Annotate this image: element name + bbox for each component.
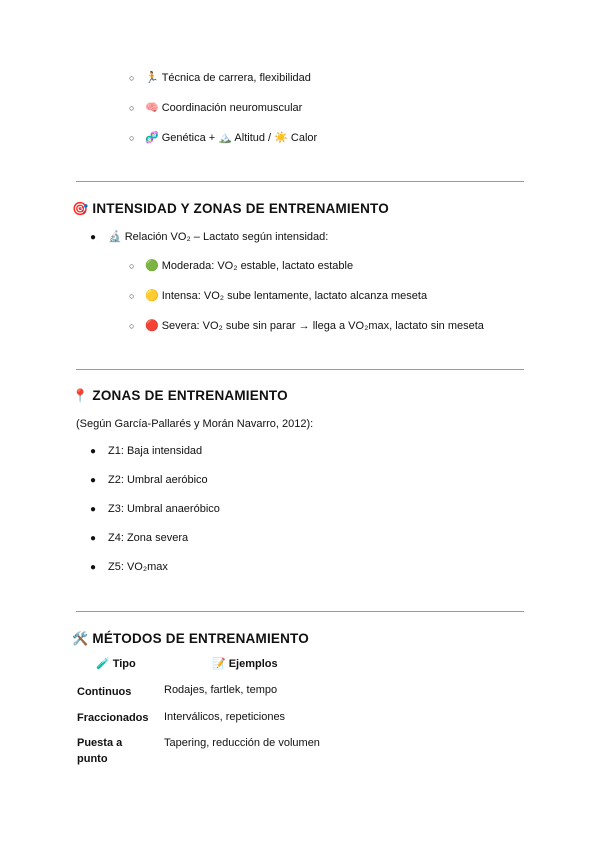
table-cell-type: Continuos [77, 686, 132, 698]
list-item: ○ 🏃 Técnica de carrera, flexibilidad [129, 71, 311, 84]
brain-icon: 🧠 [145, 101, 159, 114]
dna-icon: 🧬 [145, 131, 159, 144]
table-cell-type: Fraccionados [77, 712, 149, 724]
list-item: ● 🔬 Relación VO₂ – Lactato según intensidad: [90, 230, 329, 243]
list-item: ○ 🟢 Moderada: VO₂ estable, lactato estable [129, 259, 354, 272]
tools-icon: 🛠️ [72, 632, 89, 647]
list-item: ● Z2: Umbral aeróbico [90, 474, 208, 486]
green-circle-icon: 🟢 [145, 259, 159, 272]
table-cell-examples: Rodajes, fartlek, tempo [164, 684, 278, 696]
list-item: ○ 🧠 Coordinación neuromuscular [129, 101, 303, 114]
yellow-circle-icon: 🟡 [145, 289, 159, 302]
table-header-tipo: 🧪 Tipo [96, 657, 136, 670]
section-heading-zonas: 📍 ZONAS DE ENTRENAMIENTO [72, 388, 288, 404]
table-header-ejemplos: 📝 Ejemplos [212, 657, 278, 670]
section-heading-intensidad: 🎯 INTENSIDAD Y ZONAS DE ENTRENAMIENTO [72, 201, 389, 217]
table-cell-type: Puesta a punto [77, 737, 123, 765]
list-item: ● Z4: Zona severa [90, 532, 189, 544]
divider [76, 181, 524, 182]
list-item: ○ 🟡 Intensa: VO₂ sube lentamente, lactato alcanza meseta [129, 289, 428, 302]
red-circle-icon: 🔴 [145, 319, 159, 332]
test-tube-icon: 🧪 [96, 657, 110, 670]
divider [76, 611, 524, 612]
list-item: ● Z1: Baja intensidad [90, 445, 203, 457]
list-item: ○ 🔴 Severa: VO₂ sube sin parar → llega a VO₂max, lactato sin meseta [129, 319, 484, 332]
memo-icon: 📝 [212, 657, 226, 670]
runner-icon: 🏃 [145, 71, 159, 84]
list-item: ● Z3: Umbral anaeróbico [90, 503, 220, 515]
table-cell-examples: Interválicos, repeticiones [164, 711, 286, 723]
section-heading-metodos: 🛠️ MÉTODOS DE ENTRENAMIENTO [72, 631, 309, 647]
target-icon: 🎯 [72, 202, 89, 217]
table-cell-examples: Tapering, reducción de volumen [164, 737, 320, 749]
list-item: ○ 🧬 Genética + 🏔️ Altitud / ☀️ Calor [129, 131, 318, 144]
microscope-icon: 🔬 [108, 230, 122, 243]
divider [76, 369, 524, 370]
source-text: (Según García-Pallarés y Morán Navarro, 2012): [76, 418, 314, 430]
list-item: ● Z5: VO₂max [90, 561, 168, 573]
pin-icon: 📍 [72, 389, 89, 404]
